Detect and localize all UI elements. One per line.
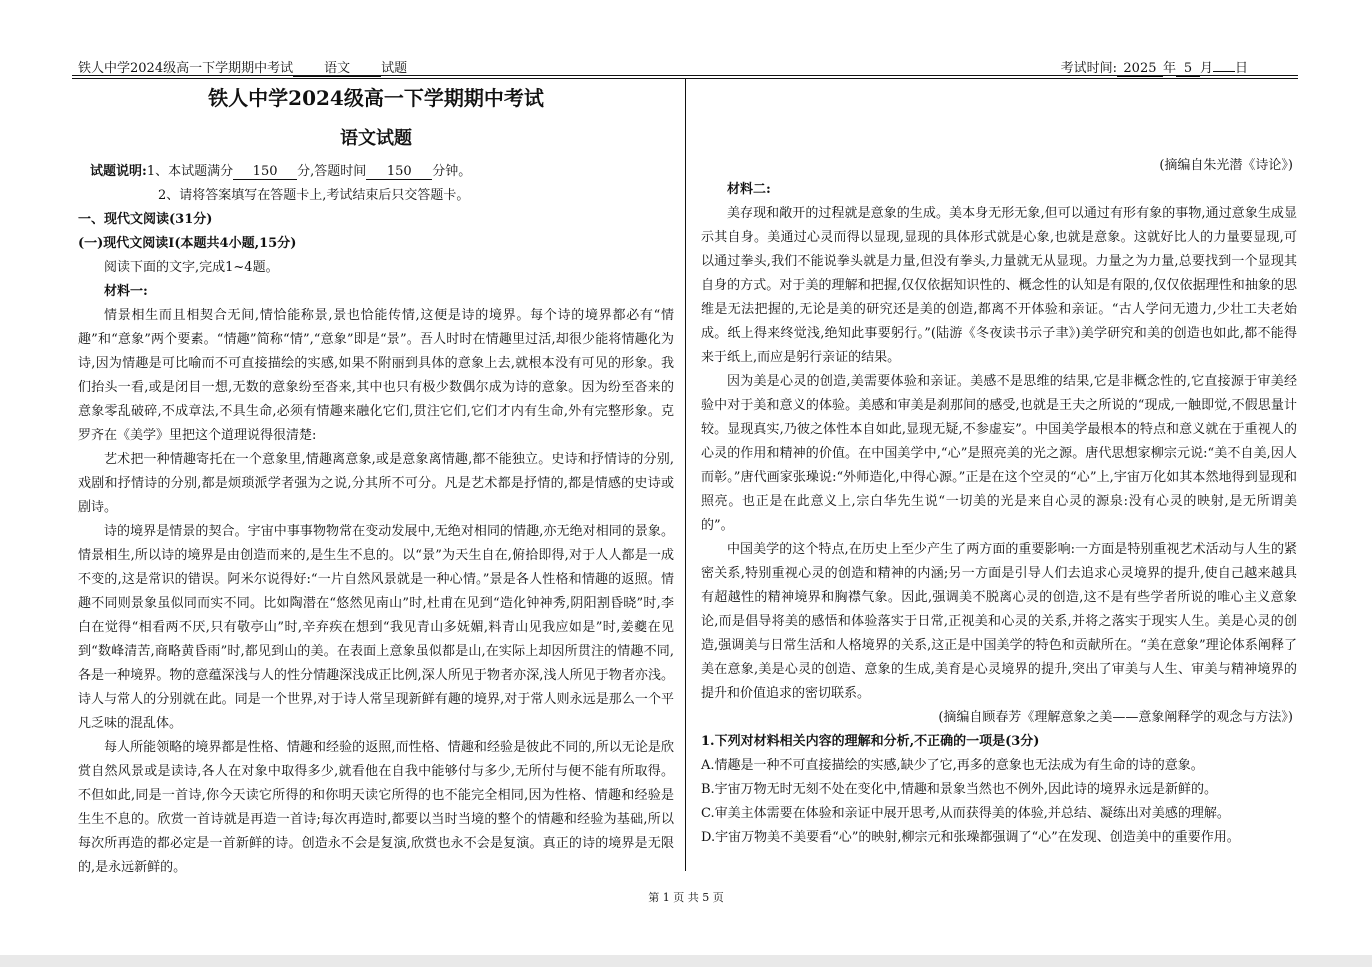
instructions-label: 试题说明:	[90, 164, 147, 179]
instructions-text-c: 分钟。	[432, 164, 472, 179]
question-1-option-b: B.宇宙万物无时无刻不处在变化中,情趣和景象当然也不例外,因此诗的境界永远是新鲜的。	[701, 782, 1217, 797]
instructions-line-1	[78, 160, 674, 184]
material1-paragraph-3: 诗的境界是情景的契合。宇宙中事事物物常在变动发展中,无绝对相同的情趣,亦无绝对相同的景象。情景相生,所以诗的境界是由创造而来的,是生生不息的。以“景”为天生自在,俯拾即得,对于人人都是一成不变的,这是常识的错误。阿米尔说得好:“一片自然风景就是一种心情。”景是各人性格和情趣的返照。情趣不同则景象虽似同而实不同。比如陶潜在“悠然见南山”时,杜甫在见到“造化钟神秀,阴阳割昏晓”时,李白在觉得“相看两不厌,只有敬亭山”时,辛弃疾在想到“我见青山多妩媚,料青山见我应如是”时,姜夔在见到“数峰清苦,商略黄昏雨”时,都见到山的美。在表面上意象虽似都是山,在实际上却因所贯注的情趣不同,各是一种境界。物的意蕴深浅与人的性分情趣深浅成正比例,深人所见于物者亦深,浅人所见于物者亦浅。诗人与常人的分别就在此。同是一个世界,对于诗人常呈现新鲜有趣的境界,对于常人则永远是那么一个平凡乏味的混乱体。	[78, 524, 674, 731]
answer-time: 150	[366, 165, 432, 180]
instructions-text-b: 分,答题时间	[297, 164, 367, 179]
material1-paragraph-4: 每人所能领略的境界都是性格、情趣和经验的返照,而性格、情趣和经验是彼此不同的,所以无论是欣赏自然风景或是读诗,各人在对象中取得多少,就看他在自我中能够付与多少,无所付与便不能有所取得。不但如此,同是一首诗,你今天读它所得的和你明天读它所得的也不能完全相同,因为性格、情趣和经验是生生不息的。欣赏一首诗就是再造一首诗;每次再造时,都要以当时当境的整个的情趣和经验为基础,所以每次所再造的都必定是一首新鲜的诗。创造永不会是复演,欣赏也永不会是复演。真正的诗的境界是无限的,是永远新鲜的。	[78, 740, 674, 875]
header-exam-time	[1061, 57, 1248, 77]
material2-paragraph-2: 因为美是心灵的创造,美需要体验和亲证。美感不是思维的结果,它是非概念性的,它直接源于审美经验中对于美和意义的体验。美感和审美是刹那间的感受,也就是王夫之所说的“现成,一触即觉,不假思量计较。显现真实,乃彼之体性本自如此,显现无疑,不参虚妄”。中国美学最根本的特点和意义就在于重视人的心灵的作用和精神的价值。在中国美学中,“心”是照亮美的光之源。唐代思想家柳宗元说:“美不自美,因人而彰。”唐代画家张璪说:“外师造化,中得心源。”正是在这个空灵的“心”上,宇宙万化如其本然地得到显现和照亮。也正是在此意义上,宗白华先生说“一切美的光是来自心灵的源泉:没有心灵的映射,是无所谓美的”。	[701, 374, 1297, 533]
material2-paragraph-3: 中国美学的这个特点,在历史上至少产生了两方面的重要影响:一方面是特别重视艺术活动与人生的紧密关系,特别重视心灵的创造和精神的内涵;另一方面是引导人们去追求心灵境界的提升,使自己越来越具有超越性的精神境界和胸襟气象。因此,强调美不脱离心灵的创造,这不是有些学者所说的唯心主义意象论,而是倡导将美的感悟和体验落实于日常,正视美和心灵的关系,并将之落实于现实人生。美是心灵的创造,强调美与日常生活和人格境界的关系,这正是中国美学的特色和贡献所在。“美在意象”理论体系阐释了美在意象,美是心灵的创造、意象的生成,美育是心灵境界的提升,突出了审美与人生、审美与精神境界的提升和价值追求的密切联系。	[701, 542, 1297, 701]
material1-label: 材料一:	[104, 284, 148, 299]
material1-paragraph-2: 艺术把一种情趣寄托在一个意象里,情趣离意象,或是意象离情趣,都不能独立。史诗和抒情诗的分别,戏剧和抒情诗的分别,都是烦琐派学者强为之说,分其所不可分。凡是艺术都是抒情的,都是情感的史诗或剧诗。	[78, 452, 674, 515]
instructions-text-a: 1、本试题满分	[146, 164, 234, 179]
instructions-line-2: 2、请将答案填写在答题卡上,考试结束后只交答题卡。	[158, 188, 470, 203]
header-exam-name	[78, 57, 407, 77]
material2-label: 材料二:	[727, 182, 771, 197]
sub-section-heading: (一)现代文阅读Ⅰ(本题共4小题,15分)	[78, 236, 297, 251]
question-1-option-c: C.审美主体需要在体验和亲证中展开思考,从而获得美的体验,并总结、凝练出对美感的理解。	[701, 806, 1230, 821]
month-unit: 月	[1199, 61, 1213, 76]
header-rule-1	[72, 75, 1298, 76]
material2-paragraph-1: 美存现和敞开的过程就是意象的生成。美本身无形无象,但可以通过有形有象的事物,通过意象生成显示其自身。美通过心灵而得以显现,显现的具体形式就是心象,也就是意象。这就好比人的力量要显现,可以通过拳头,我们不能说拳头就是力量,但没有拳头,力量就无从显现。力量之为力量,总要找到一个显现其自身的方式。对于美的理解和把握,仅仅依据知识性的、概念性的认知是有限的,仅仅依据理性和抽象的思维是无法把握的,无论是美的研究还是美的创造,都离不开体验和亲证。“古人学问无遗力,少壮工夫老始成。纸上得来终觉浅,绝知此事要躬行。”(陆游《冬夜读书示子聿》)美学研究和美的创造也如此,都不能得来于纸上,而应是躬行亲证的结果。	[701, 206, 1297, 365]
exam-year: 2025	[1117, 62, 1163, 77]
year-unit: 年	[1162, 61, 1176, 76]
question-1-option-a: A.情趣是一种不可直接描绘的实感,缺少了它,再多的意象也无法成为有生命的诗的意象。	[701, 758, 1204, 773]
header-subject: 语文	[293, 62, 381, 77]
column-divider	[685, 79, 686, 871]
question-1-option-d: D.宇宙万物美不美要看“心”的映射,柳宗元和张璪都强调了“心”在发现、创造美中的重要作用。	[701, 830, 1240, 845]
section-heading: 一、现代文阅读(31分)	[78, 212, 213, 227]
day-unit: 日	[1234, 61, 1248, 76]
material1-paragraph-1: 情景相生而且相契合无间,情恰能称景,景也恰能传情,这便是诗的境界。每个诗的境界都必有“情趣”和“意象”两个要素。“情趣”简称“情”,“意象”即是“景”。吾人时时在情趣里过活,却很少能将情趣化为诗,因为情趣是可比喻而不可直接描绘的实感,如果不附丽到具体的意象上去,就根本没有可见的形象。我们抬头一看,或是闭目一想,无数的意象纷至沓来,其中也只有极少数偶尔成为诗的意象。因为纷至沓来的意象零乱破碎,不成章法,不具生命,必须有情趣来融化它们,贯注它们,它们才内有生命,外有完整形象。克罗齐在《美学》里把这个道理说得很清楚:	[78, 308, 674, 443]
left-column	[78, 82, 674, 880]
question-1-stem: 1.下列对材料相关内容的理解和分析,不正确的一项是(3分)	[701, 734, 1040, 749]
exam-day-blank	[1213, 71, 1235, 72]
page-subtitle: 语文试题	[340, 128, 412, 149]
page-title: 铁人中学2024级高一下学期期中考试	[208, 86, 544, 110]
material2-source: (摘编自顾春芳《理解意象之美——意象阐释学的观念与方法》)	[938, 710, 1293, 725]
header-suffix: 试题	[381, 61, 408, 76]
reading-intro: 阅读下面的文字,完成1~4题。	[104, 260, 279, 275]
page-number: 第 1 页 共 5 页	[648, 891, 724, 904]
full-score: 150	[233, 165, 297, 180]
time-label: 考试时间:	[1060, 61, 1117, 76]
exam-month: 5	[1176, 62, 1200, 77]
header-prefix: 铁人中学2024级高一下学期期中考试	[78, 61, 294, 76]
material1-source: (摘编自朱光潜《诗论》)	[1159, 158, 1293, 173]
right-column	[701, 82, 1297, 850]
bottom-band	[0, 955, 1372, 967]
